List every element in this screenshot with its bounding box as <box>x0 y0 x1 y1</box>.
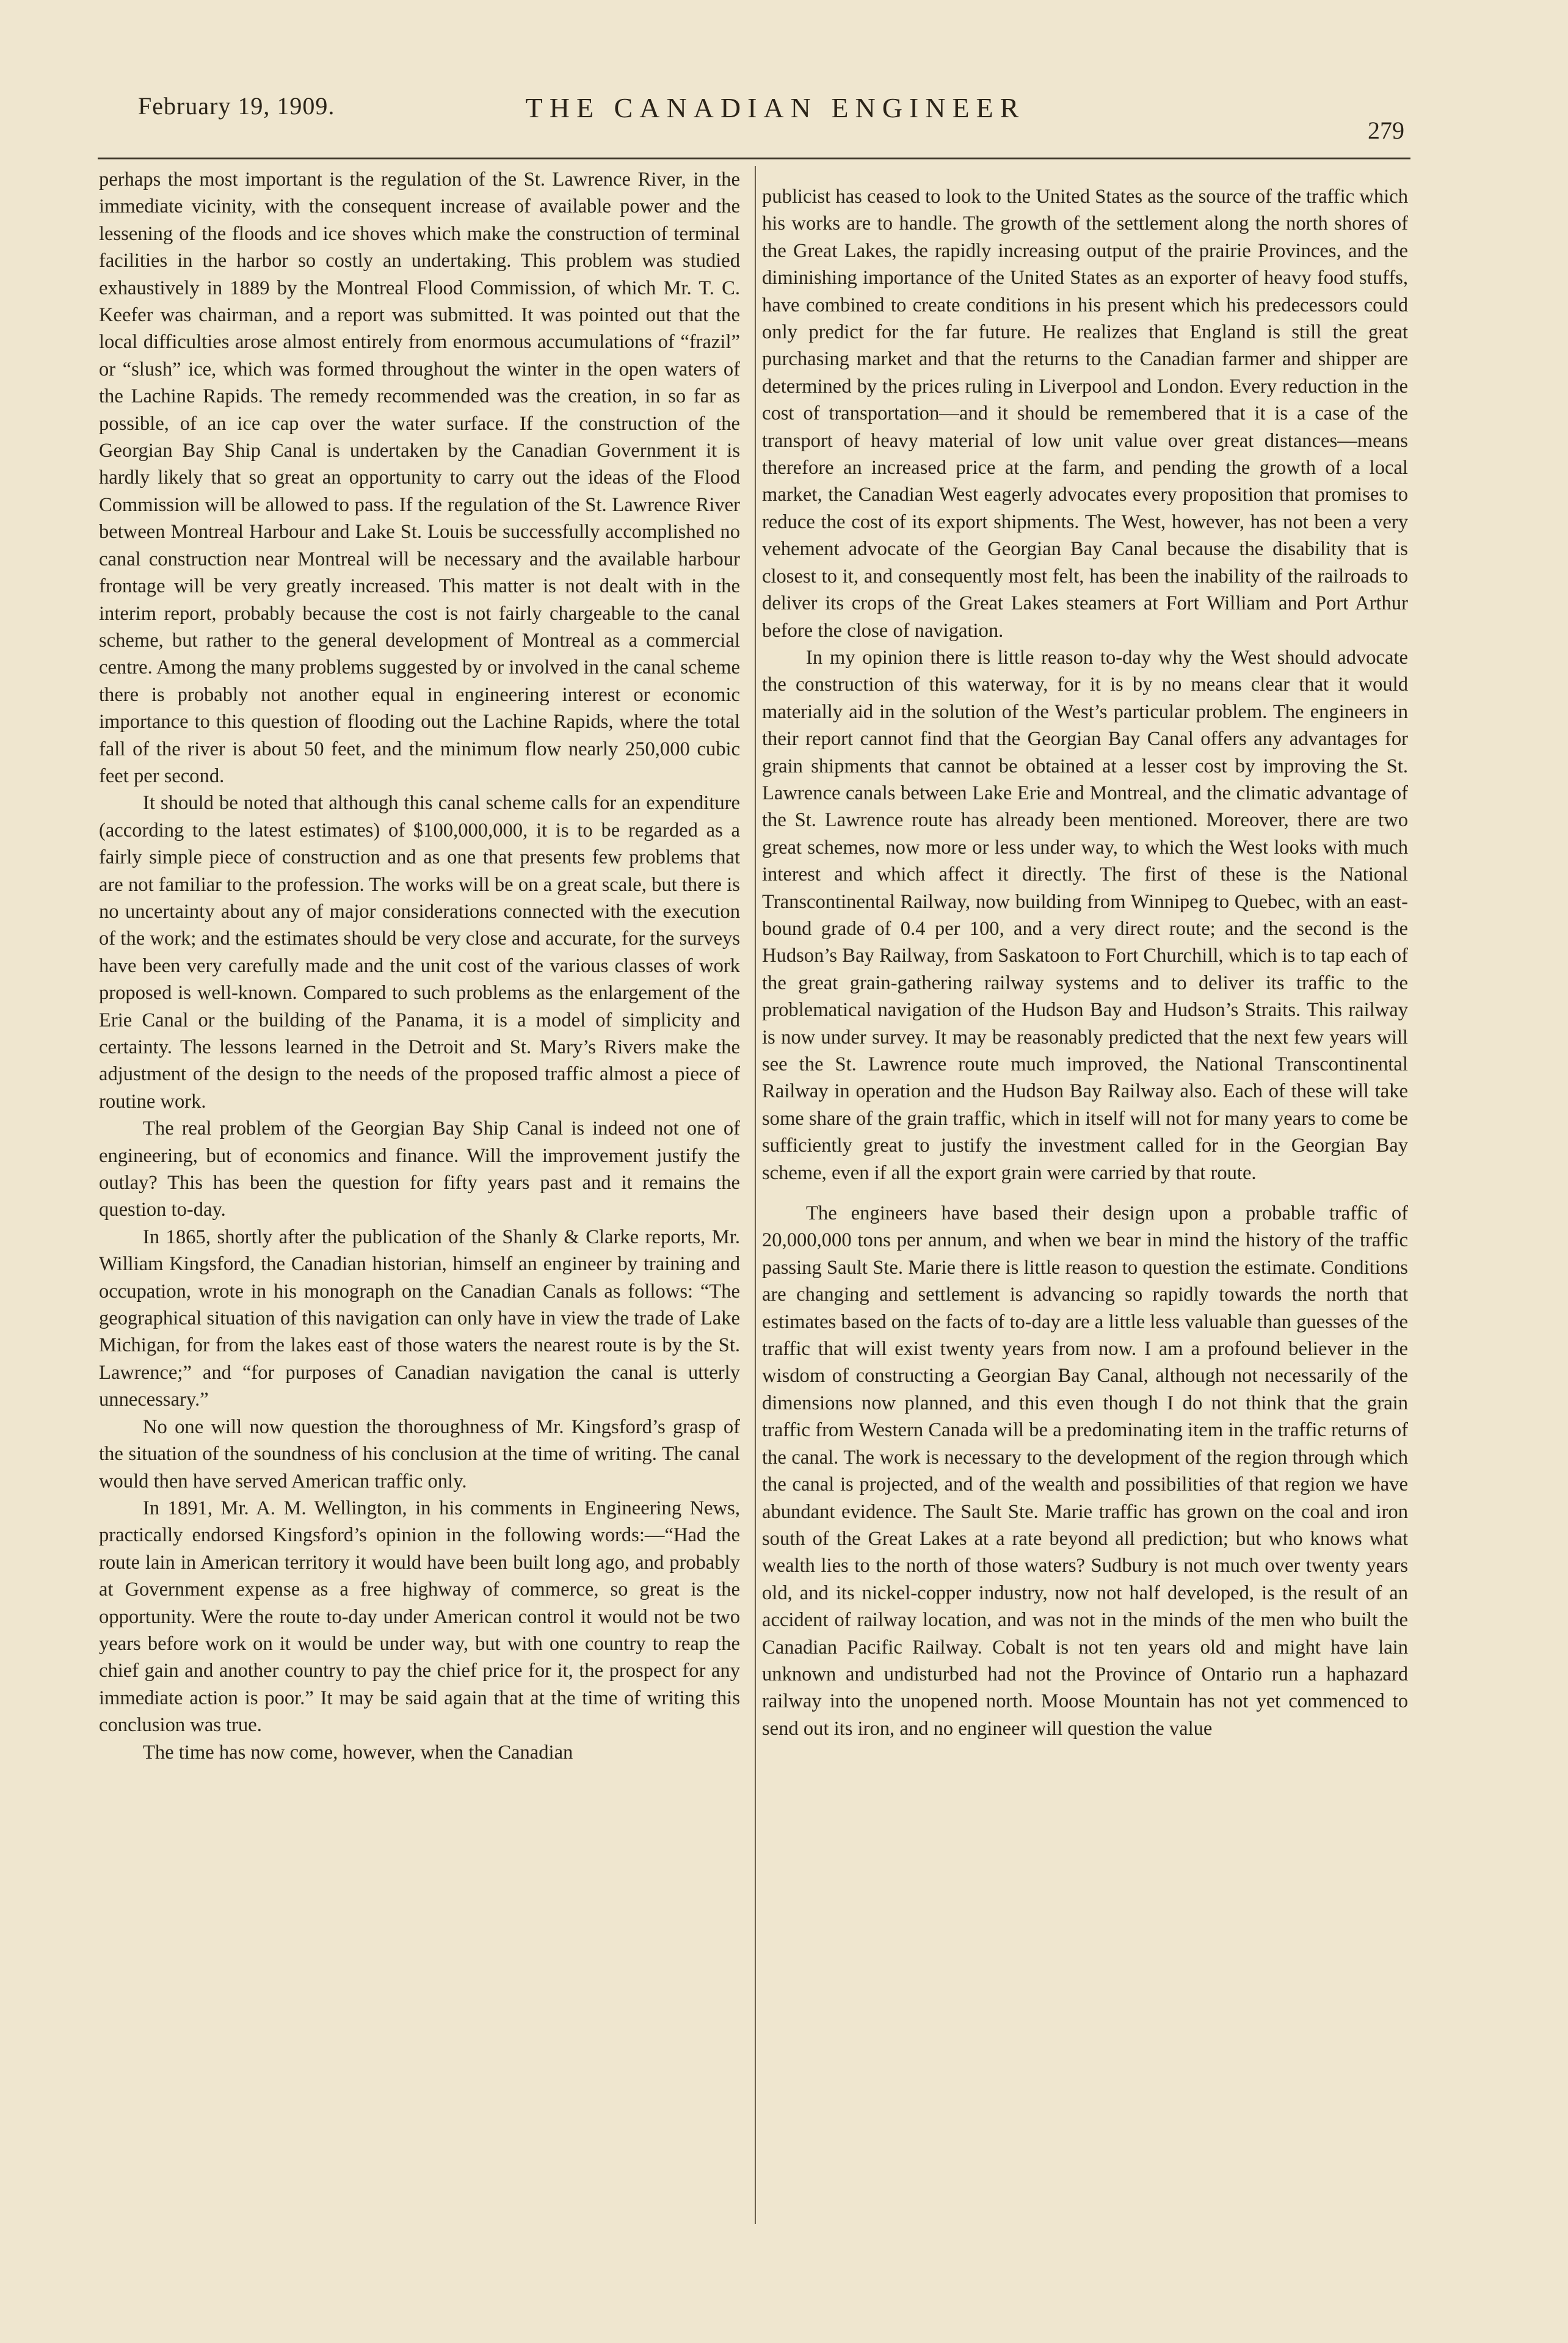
header-date: February 19, 1909. <box>138 92 335 120</box>
page-header <box>134 92 1404 144</box>
paragraph: No one will now question the thoroughness of Mr. Kingsford’s grasp of the situation of the soundness of his conclusion at the time of writing. The canal would then have served American traffic only. <box>99 1415 740 1492</box>
paragraph: The time has now come, however, when the Canadian <box>143 1741 573 1764</box>
paragraph: In 1865, shortly after the publication of the Shanly & Clarke reports, Mr. William Kingsford, the Canadian historian, himself an engineer by training and occupation, wrote in his monograph on the Canadian Canals as follows: “The geographical situation of this navigation can only have in view the trade of Lake Michigan, for from the lakes east of those waters the nearest route is by the St. Lawrence;” and “for purposes of Canadian navigation the canal is utterly unnecessary.” <box>99 1226 740 1411</box>
paragraph: It should be noted that although this canal scheme calls for an expenditure (according to the latest estimates) of $100,000,000, it is to be regarded as a fairly simple piece of construction and as one that presents few problems that are not familiar to the profession. The works will be on a great scale, but there is no uncertainty about any of major considerations connected with the execution of the work; and the estimates should be very close and accurate, for the surveys have been very carefully made and the unit cost of the various classes of work proposed is well-known. Compared to such problems as the enlargement of the Erie Canal or the building of the Panama, it is a model of simplicity and certainty. The lessons learned in the Detroit and St. Mary’s Rivers make the adjustment of the design to the needs of the proposed traffic almost a piece of routine work. <box>99 792 740 1113</box>
page-number: 279 <box>1368 117 1404 144</box>
paragraph: In 1891, Mr. A. M. Wellington, in his comments in Engineering News, practically endorsed Kingsford’s opinion in the following words:—“Had the route lain in American territory it would have been built long ago, and probably at Government expense as a free highway of commerce, so great is the opportunity. Were the route to-day under American control it would not be two years before work on it would be under way, but with one country to reap the chief gain and another country to pay the chief price for it, the prospect for any immediate action is poor.” It may be said again that at the time of writing this conclusion was true. <box>99 1497 740 1737</box>
right-column <box>762 183 1408 2247</box>
column-divider <box>755 166 756 2224</box>
header-rule <box>98 158 1410 159</box>
paragraph: The engineers have based their design upon a probable traffic of 20,000,000 tons per annum, and when we bear in mind the history of the traffic passing Sault Ste. Marie there is little reason to question the estimate. Conditions are changing and settlement is advancing so rapidly towards the north that estimates based on the facts of to-day are a little less valuable than guesses of the traffic that will exist twenty years from now. I am a profound believer in the wisdom of constructing a Georgian Bay Canal, although not necessarily of the dimensions now planned, and this even though I do not think that the grain traffic from Western Canada will be a predominating item in the traffic returns of the canal. The work is necessary to the development of the region through which the canal is projected, and of the wealth and possibilities of that region we have abundant evidence. The Sault Ste. Marie traffic has grown on the coal and iron south of the Great Lakes at a rate beyond all prediction; but who knows what wealth lies to the north of those waters? Sudbury is not much over twenty years old, and its nickel-copper industry, now not half developed, is the result of an accident of railway location, and was not in the minds of the men who built the Canadian Pacific Railway. Cobalt is not ten years old and might have lain unknown and undisturbed had not the Province of Ontario run a haphazard railway into the unopened north. Moose Mountain has not yet commenced to send out its iron, and no engineer will question the value <box>762 1202 1408 1740</box>
left-column <box>99 166 740 2230</box>
paragraph: publicist has ceased to look to the United States as the source of the traffic which his works are to handle. The growth of the settlement along the north shores of the Great Lakes, the rapidly increasing output of the prairie Provinces, and the diminishing importance of the United States as an exporter of heavy food stuffs, have combined to create conditions in his present which his predecessors could only predict for the far future. He realizes that England is still the great purchasing market and that the returns to the Canadian farmer and shipper are determined by the prices ruling in Liverpool and London. Every reduction in the cost of transportation—and it should be remembered that it is a case of the transport of heavy material of low unit value over great distances—means therefore an increased price at the farm, and pending the growth of a local market, the Canadian West eagerly advocates every proposition that promises to reduce the cost of its export shipments. The West, however, has not been a very vehement advocate of the Georgian Bay Canal because the disability that is closest to it, and consequently most felt, has been the inability of the railroads to deliver its crops of the Great Lakes steamers at Fort William and Port Arthur before the close of navigation. <box>762 186 1408 642</box>
paragraph: In my opinion there is little reason to-day why the West should advocate the construction of this waterway, for it is by no means clear that it would materially aid in the solution of the West’s particular problem. The engineers in their report cannot find that the Georgian Bay Canal offers any advantages for grain shipments that cannot be obtained at a lesser cost by improving the St. Lawrence canals between Lake Erie and Montreal, and the climatic advantage of the St. Lawrence route has already been mentioned. Moreover, there are two great schemes, now more or less under way, to which the West looks with much interest and which affect it directly. The first of these is the National Transcontinental Railway, now building from Winnipeg to Quebec, with an east-bound grade of 0.4 per 100, and a very direct route; and the second is the Hudson’s Bay Railway, from Saskatoon to Fort Churchill, which is to tap each of the great grain-gathering railway systems and to deliver its traffic to the problematical navigation of the Hudson Bay and Hudson’s Straits. This railway is now under survey. It may be reasonably predicted that the next few years will see the St. Lawrence route much improved, the National Transcontinental Railway in operation and the Hudson Bay Railway also. Each of these will take some share of the grain traffic, which in itself will not for many years to come be sufficiently great to justify the investment called for in the Georgian Bay scheme, even if all the export grain were carried by that route. <box>762 646 1408 1184</box>
paragraph: The real problem of the Georgian Bay Ship Canal is indeed not one of engineering, but of economics and finance. Will the improvement justify the outlay? This has been the question for fifty years past and it remains the question to-day. <box>99 1117 740 1221</box>
paragraph: perhaps the most important is the regulation of the St. Lawrence River, in the immediate vicinity, with the consequent increase of available power and the lessening of the floods and ice shoves which make the construction of terminal facilities in the harbor so costly an undertaking. This problem was studied exhaustively in 1889 by the Montreal Flood Commission, of which Mr. T. C. Keefer was chairman, and a report was submitted. It was pointed out that the local difficulties arose almost entirely from enormous accumulations of “frazil” or “slush” ice, which was formed throughout the winter in the open waters of the Lachine Rapids. The remedy recommended was the creation, in so far as possible, of an ice cap over the water surface. If the construction of the Georgian Bay Ship Canal is undertaken by the Canadian Government it is hardly likely that so great an opportunity to carry out the ideas of the Flood Commission will be allowed to pass. If the regulation of the St. Lawrence River between Montreal Harbour and Lake St. Louis be successfully accomplished no canal construction near Montreal will be necessary and the available harbour frontage will be very greatly increased. This matter is not dealt with in the interim report, probably because the cost is not fairly chargeable to the canal scheme, but rather to the general development of Montreal as a commercial centre. Among the many problems suggested by or involved in the canal scheme there is probably not another equal in engineering interest or economic importance to this question of flooding out the Lachine Rapids, where the total fall of the river is about 50 feet, and the minimum flow nearly 250,000 cubic feet per second. <box>99 169 740 787</box>
journal-title: THE CANADIAN ENGINEER <box>525 92 1026 123</box>
